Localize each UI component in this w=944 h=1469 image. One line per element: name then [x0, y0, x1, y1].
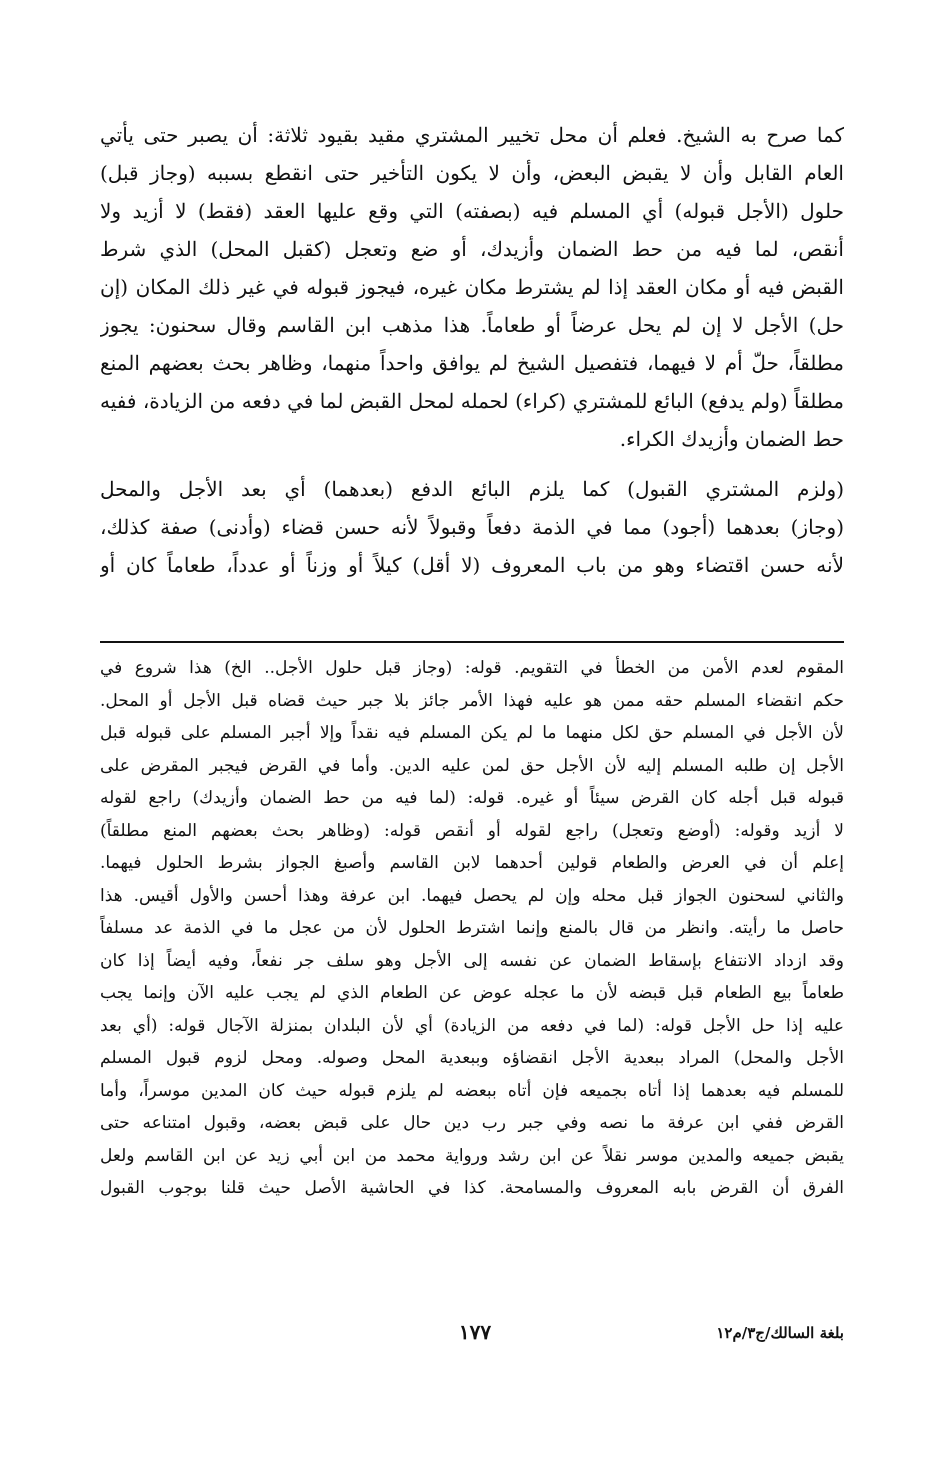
footnote-line: حكم انقضاء المسلم حقه ممن هو عليه فهذا الأمر جائز بلا جبر حيث قضاه قبل الأجل أو المحل.: [100, 690, 844, 711]
footnote-line: طعاماً بيع الطعام قبل قبضه لأن ما عجله عوض عن الطعام الذي لم يجب عليه الآن وإنما يجب: [100, 983, 844, 1003]
main-text-line: حلول (الأجل قبوله) أي المسلم فيه (بصفته) التي وقع عليها العقد (فقط) لا أزيد ولا: [100, 199, 844, 223]
footnote-line: عليه إذا حل الأجل قوله: (لما في دفعه من الزيادة) أي لأن البلدان بمنزلة الآجال قوله: (أي بعد: [100, 1015, 844, 1036]
footnote-line: الأجل إن طلبه المسلم إليه لأن الأجل حق لمن عليه الدين. وأما في القرض فيجبر المقرض على: [100, 755, 844, 776]
footnote-line: القرض ففي ابن عرفة ما نصه وفي جبر رب دين حال على قبض بعضه، وقبول امتناعه حتى: [100, 1113, 844, 1133]
footnote-line: حاصل ما رأيته. وانظر من قال بالمنع وإنما اشترط الحلول لأن من عجل ما في الذمة عد مسلفاً: [100, 918, 844, 938]
main-text-line: كما صرح به الشيخ. فعلم أن محل تخيير المشتري مقيد بقيود ثلاثة: أن يصبر حتى يأتي: [100, 123, 844, 147]
main-text-line: حل) الأجل لا إن لم يحل عرضاً أو طعاماً. هذا مذهب ابن القاسم وقال سحنون: يجوز: [100, 313, 844, 337]
footnote-line: الأجل والمحل) المراد ببعدية الأجل انقضاؤه وببعدية المحل وصوله. ومحل لزوم قبول المسلم: [100, 1048, 844, 1068]
main-text-line: (وجاز) بعدهما (أجود) مما في الذمة دفعاً وقبولاً لأنه حسن قضاء (وأدنى) صفة كذلك،: [100, 515, 844, 539]
main-text-line: حط الضمان وأزيدك الكراء.: [619, 427, 844, 451]
footnote-line: المقوم لعدم الأمن من الخطأ في التقويم. قوله: (وجاز قبل حلول الأجل.. الخ) هذا شروع في: [100, 658, 844, 678]
main-text-line: مطلقاً (ولم يدفع) البائع للمشتري (كراء) لحمله لمحل القبض لما في دفعه من الزيادة، ففيه: [100, 389, 844, 413]
footnote-line: والثاني لسحنون الجواز قبل محله وإن لم يحصل فيهما. ابن عرفة وهذا أحسن والأول أقيس. هذا: [100, 885, 844, 906]
footnote-divider: [100, 641, 844, 643]
footnote-line: الفرق أن القرض بابه المعروف والمسامحة. كذا في الحاشية الأصل حيث قلنا بوجوب القبول: [100, 1178, 844, 1198]
main-text-line: لأنه حسن اقتضاء وهو من باب المعروف (لا أقل) كيلاً أو وزناً أو عدداً، طعاماً كان أو: [100, 553, 844, 577]
footnote-block: [100, 652, 844, 1205]
footnote-line: يقبض جميعه والمدين موسر نقلاً عن ابن رشد ورواية محمد من ابن أبي زيد عن ابن القاسم ولعل: [100, 1145, 844, 1166]
main-text-line: العام القابل وأن لا يقبض البعض، وأن لا يكون التأخير حتى انقطع بسببه (وجاز قبل): [100, 161, 844, 185]
footnote-line: وقد ازداد الانتفاع بإسقاط الضمان عن نفسه إلى الأجل وهو سلف جر نفعاً، وفيه أيضاً إذا كان: [100, 950, 844, 971]
book-reference: بلغة السالك/ج٣/م١٢: [716, 1324, 844, 1342]
page-footer: [100, 1320, 844, 1350]
main-text-line: (ولزم المشتري القبول) كما يلزم البائع الدفع (بعدهما) أي بعد الأجل والمحل: [100, 477, 844, 501]
paragraph-gap: [100, 458, 844, 470]
footnote-line: لا أزيد وقوله: (أوضع وتعجل) راجع لقوله أو أنقص قوله: (وظاهر بحث بعضهم المنع مطلقاً): [100, 820, 844, 841]
footnote-line: قبوله قبل أجله كان القرض سيئاً أو غيره. قوله: (لما فيه من حط الضمان وأزيدك) راجع لقوله: [100, 788, 844, 808]
footnote-line: لأن الأجل في المسلم حق لكل منهما ما لم يكن المسلم فيه نقداً وإلا أجبر المسلم على قبوله قبل: [100, 723, 844, 743]
main-text-block: [100, 116, 844, 584]
footnote-line: إعلم أن في العرض والطعام قولين أحدهما لابن القاسم وأصبغ الجواز بشرط الحلول فيهما.: [100, 853, 844, 873]
main-text-line: القبض فيه أو مكان العقد إذا لم يشترط مكان غيره، فيجوز قبوله في غير ذلك المكان (إن: [100, 275, 844, 299]
main-text-line: مطلقاً، حلّ أم لا فيهما، فتفصيل الشيخ لم يوافق واحداً منهما، وظاهر بحث بعضهم المنع: [100, 351, 844, 375]
main-text-line: أنقص، لما فيه من حط الضمان وأزيدك، أو ضع وتعجل (كقبل المحل) الذي شرط: [100, 237, 844, 261]
footnote-line: للمسلم فيه بعدهما إذا أتاه بجميعه فإن أتاه ببعضه لم يلزم قبوله حيث كان المدين موسراً، وأما: [100, 1080, 844, 1101]
page-number: ١٧٧: [458, 1320, 492, 1344]
